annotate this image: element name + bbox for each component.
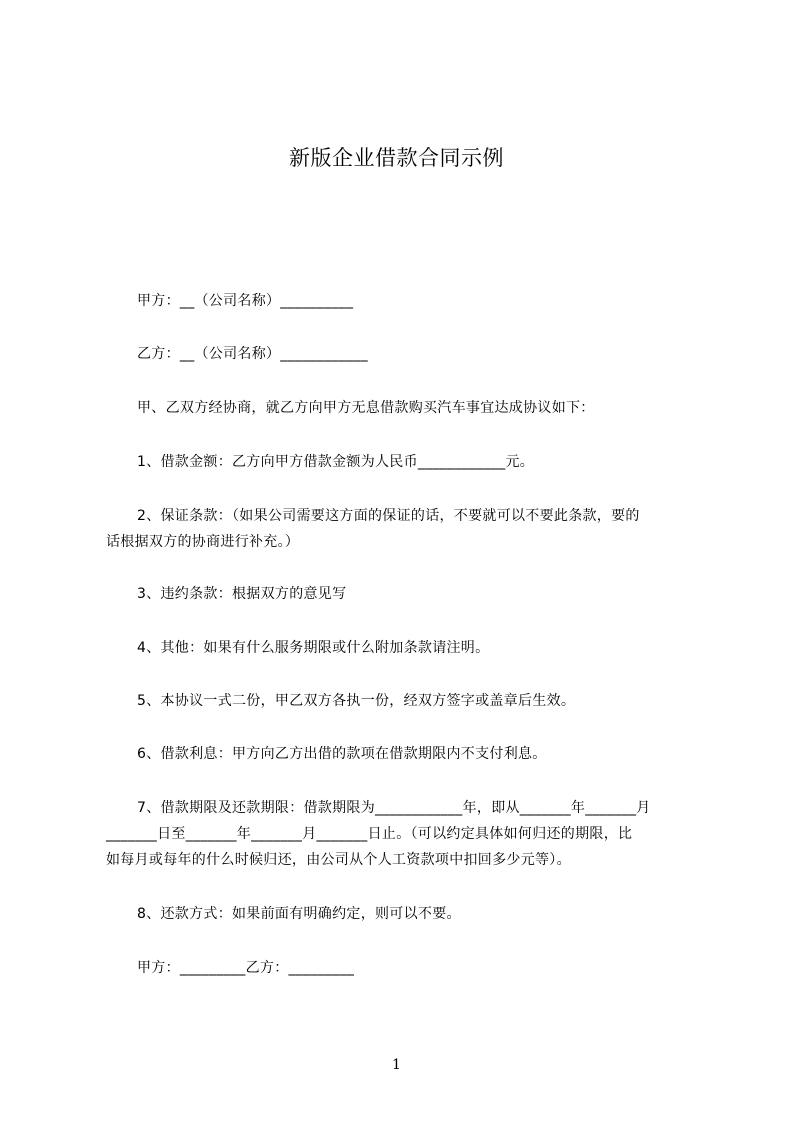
clause-8-repayment: 8、还款方式：如果前面有明确约定，则可以不要。: [137, 906, 461, 922]
clause-7-term-cont-1: _______日至_______年_______月_______日止。（可以约定具体如何归还的期限，比: [106, 826, 633, 842]
party-a-line: 甲方：__（公司名称）__________: [137, 293, 354, 309]
signature-line: 甲方：_________乙方：_________: [137, 960, 355, 976]
page-number: 1: [392, 1057, 401, 1073]
clause-7-term: 7、借款期限及还款期限：借款期限为____________年，即从_______年_______月: [137, 800, 651, 816]
clause-4-other: 4、其他：如果有什么服务期限或什么附加条款请注明。: [137, 640, 490, 656]
clause-1-loan-amount: 1、借款金额：乙方向甲方借款金额为人民币____________元。: [137, 454, 535, 470]
clause-5-copies: 5、本协议一式二份，甲乙双方各执一份，经双方签字或盖章后生效。: [137, 693, 576, 709]
clause-2-guarantee-cont: 话根据双方的协商进行补充。）: [106, 534, 300, 550]
agreement-intro: 甲、乙双方经协商，就乙方向甲方无息借款购买汽车事宜达成协议如下：: [137, 400, 595, 416]
page-title: 新版企业借款合同示例: [289, 146, 504, 170]
clause-6-interest: 6、借款利息：甲方向乙方出借的款项在借款期限内不支付利息。: [137, 746, 547, 762]
clause-7-term-cont-2: 如每月或每年的什么时候归还，由公司从个人工资款项中扣回多少元等）。: [106, 852, 571, 868]
clause-2-guarantee: 2、保证条款：（如果公司需要这方面的保证的话，不要就可以不要此条款，要的: [137, 508, 640, 524]
clause-3-breach: 3、违约条款：根据双方的意见写: [137, 586, 347, 602]
party-b-line: 乙方：__（公司名称）____________: [137, 346, 368, 362]
